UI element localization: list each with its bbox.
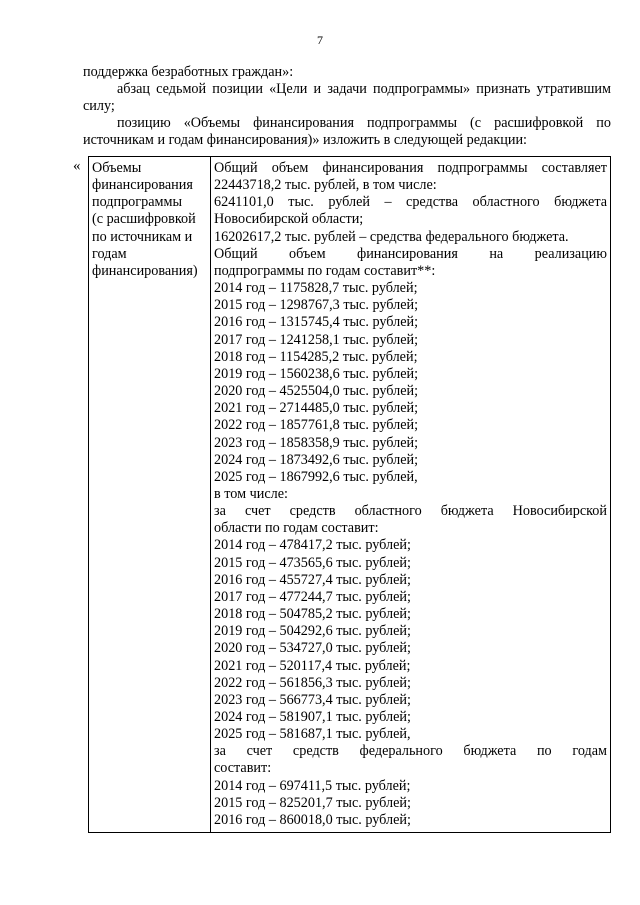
list-item: 2018 год – 1154285,2 тыс. рублей;	[214, 348, 418, 365]
list-item: 2017 год – 477244,7 тыс. рублей;	[214, 588, 411, 605]
federal-head-line-2: составит:	[214, 760, 272, 777]
list-item: 2022 год – 561856,3 тыс. рублей;	[214, 674, 411, 691]
label-line: (с расшифровкой	[92, 211, 196, 228]
total-line-1: Общий объем финансирования подпрограммы составляет	[214, 160, 607, 176]
list-item: 2024 год – 1873492,6 тыс. рублей;	[214, 451, 419, 468]
list-item: 2021 год – 2714485,0 тыс. рублей;	[214, 400, 419, 417]
label-line: годам	[92, 245, 127, 262]
financing-table	[88, 156, 611, 833]
intro-line-1: поддержка безработных граждан»:	[83, 64, 294, 80]
label-line: финансирования)	[92, 262, 198, 279]
list-item: 2020 год – 534727,0 тыс. рублей;	[214, 640, 411, 657]
opening-quote-mark: «	[73, 158, 81, 174]
list-item: 2015 год – 473565,6 тыс. рублей;	[214, 554, 411, 571]
list-item: 2016 год – 860018,0 тыс. рублей;	[214, 811, 411, 828]
total-line-2: 22443718,2 тыс. рублей, в том числе:	[214, 177, 437, 194]
years-federal-list	[214, 778, 607, 829]
position-value-cell	[211, 157, 611, 833]
years-total-list	[214, 280, 607, 486]
list-item: 2025 год – 581687,1 тыс. рублей,	[214, 726, 411, 743]
by-year-line-2: подпрограммы по годам составит**:	[214, 262, 436, 279]
list-item: 2021 год – 520117,4 тыс. рублей;	[214, 657, 411, 674]
federal-head-line-1: за счет средств федерального бюджета по годам	[214, 743, 607, 760]
list-item: 2024 год – 581907,1 тыс. рублей;	[214, 709, 411, 725]
list-item: 2015 год – 1298767,3 тыс. рублей;	[214, 297, 419, 314]
position-label-cell	[89, 157, 211, 833]
regional-head-line-1: за счет средств областного бюджета Новосибирской	[214, 503, 607, 520]
list-item: 2017 год – 1241258,1 тыс. рублей;	[214, 331, 419, 348]
list-item: 2015 год – 825201,7 тыс. рублей;	[214, 794, 411, 811]
list-item: 2016 год – 455727,4 тыс. рублей;	[214, 571, 411, 588]
list-item: 2022 год – 1857761,8 тыс. рублей;	[214, 417, 419, 434]
by-year-line-1: Общий объем финансирования на реализацию	[214, 245, 607, 262]
list-item: 2018 год – 504785,2 тыс. рублей;	[214, 606, 411, 623]
including-line: в том числе:	[214, 485, 288, 502]
list-item: 2016 год – 1315745,4 тыс. рублей;	[214, 314, 419, 331]
table-row	[89, 157, 611, 833]
page-number: 7	[317, 33, 323, 47]
list-item: 2019 год – 1560238,6 тыс. рублей;	[214, 365, 419, 382]
regional-line-2: Новосибирской области;	[214, 211, 364, 228]
label-line: финансирования	[92, 177, 193, 194]
intro-text	[83, 64, 611, 149]
list-item: 2019 год – 504292,6 тыс. рублей;	[214, 623, 411, 640]
federal-line: 16202617,2 тыс. рублей – средства федерального бюджета.	[214, 228, 569, 245]
list-item: 2023 год – 566773,4 тыс. рублей;	[214, 691, 411, 708]
list-item: 2020 год – 4525504,0 тыс. рублей;	[214, 383, 419, 400]
label-line: подпрограммы	[92, 194, 182, 211]
list-item: 2014 год – 697411,5 тыс. рублей;	[214, 777, 411, 794]
label-line: по источникам и	[92, 228, 193, 245]
list-item: 2014 год – 1175828,7 тыс. рублей;	[214, 280, 418, 297]
years-regional-list	[214, 537, 607, 743]
list-item: 2014 год – 478417,2 тыс. рублей;	[214, 537, 411, 554]
regional-head-line-2: области по годам составит:	[214, 520, 379, 537]
label-line: Объемы	[92, 160, 142, 176]
intro-paragraph-3: позицию «Объемы финансирования подпрограммы (с расшифровкой по источникам и годам финансирования)» изложить в следующей редакции:	[83, 115, 611, 148]
regional-line-1: 6241101,0 тыс. рублей – средства областного бюджета	[214, 194, 607, 211]
list-item: 2023 год – 1858358,9 тыс. рублей;	[214, 434, 419, 451]
intro-paragraph-2: абзац седьмой позиции «Цели и задачи подпрограммы» признать утратившим силу;	[83, 81, 611, 114]
list-item: 2025 год – 1867992,6 тыс. рублей,	[214, 468, 418, 485]
